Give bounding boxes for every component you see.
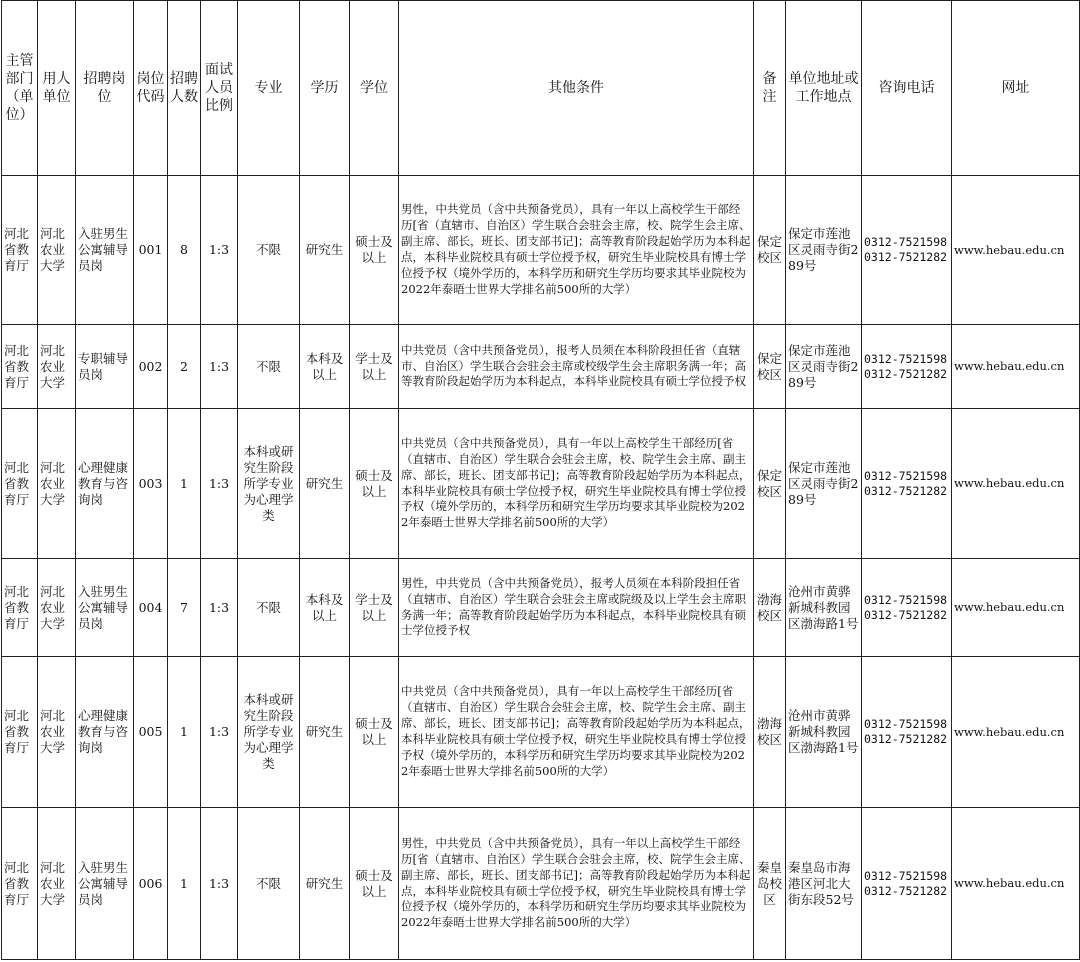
cell-post: 入驻男生公寓辅导员岗 bbox=[76, 559, 134, 657]
cell-address: 沧州市黄骅新城科教园区渤海路1号 bbox=[786, 559, 862, 657]
cell-address: 保定市莲池区灵雨寺街289号 bbox=[786, 409, 862, 559]
cell-ratio: 1:3 bbox=[201, 409, 238, 559]
cell-unit: 河北农业大学 bbox=[38, 409, 76, 559]
table-row bbox=[2, 808, 1080, 960]
cell-major: 不限 bbox=[238, 176, 300, 325]
header-ratio: 面试人员比例 bbox=[201, 1, 238, 176]
cell-count: 1 bbox=[168, 808, 201, 960]
cell-post: 心理健康教育与咨询岗 bbox=[76, 409, 134, 559]
phone-secondary: 0312-7521282 bbox=[864, 607, 948, 622]
cell-note: 渤海校区 bbox=[754, 657, 786, 808]
phone-primary: 0312-7521598 bbox=[864, 235, 948, 250]
cell-ratio: 1:3 bbox=[201, 808, 238, 960]
cell-post: 入驻男生公寓辅导员岗 bbox=[76, 176, 134, 325]
cell-post: 心理健康教育与咨询岗 bbox=[76, 657, 134, 808]
cell-unit: 河北农业大学 bbox=[38, 325, 76, 409]
cell-code: 006 bbox=[134, 808, 168, 960]
cell-count: 2 bbox=[168, 325, 201, 409]
cell-edu: 研究生 bbox=[300, 409, 350, 559]
cell-phone bbox=[862, 325, 952, 409]
cell-dept: 河北省教育厅 bbox=[2, 176, 38, 325]
phone-secondary: 0312-7521282 bbox=[864, 250, 948, 264]
phone-primary: 0312-7521598 bbox=[864, 351, 948, 366]
header-edu: 学历 bbox=[300, 1, 350, 176]
header-major: 专业 bbox=[238, 1, 300, 176]
cell-website[interactable]: www.hebau.edu.cn bbox=[952, 325, 1080, 409]
cell-edu: 本科及以上 bbox=[300, 325, 350, 409]
cell-degree: 硕士及以上 bbox=[350, 657, 399, 808]
cell-degree: 硕士及以上 bbox=[350, 176, 399, 325]
cell-note: 保定校区 bbox=[754, 325, 786, 409]
table-row bbox=[2, 176, 1080, 325]
table-row bbox=[2, 325, 1080, 409]
cell-conditions: 男性，中共党员（含中共预备党员），具有一年以上高校学生干部经历[省（直辖市、自治区）学生联合会驻会主席，校、院学生会主席、副主席、部长，班长、团支部书记]；高等教育阶段起始学历为本科起点，本科毕业院校具有硕士学位授予权，研究生毕业院校具有博士学位授予权（境外学历的，本科学历和研究生学历均要求其毕业院校为2022年泰晤士世界大学排名前500所的大学） bbox=[399, 808, 754, 960]
cell-dept: 河北省教育厅 bbox=[2, 559, 38, 657]
cell-unit: 河北农业大学 bbox=[38, 559, 76, 657]
cell-count: 8 bbox=[168, 176, 201, 325]
cell-dept: 河北省教育厅 bbox=[2, 808, 38, 960]
cell-code: 005 bbox=[134, 657, 168, 808]
cell-post: 专职辅导员岗 bbox=[76, 325, 134, 409]
cell-conditions: 中共党员（含中共预备党员），具有一年以上高校学生干部经历[省（直辖市、自治区）学生联合会驻会主席，校、院学生会主席、副主席、部长，班长、团支部书记]；高等教育阶段起始学历为本科起点，本科毕业院校具有硕士学位授予权，研究生毕业院校具有博士学位授予权（境外学历的，本科学历和研究生学历均要求其毕业院校为2022年泰晤士世界大学排名前500所的大学） bbox=[399, 657, 754, 808]
cell-conditions: 男性，中共党员（含中共预备党员），报考人员须在本科阶段担任省（直辖市、自治区）学生联合会驻会主席或院级及以上学生会主席职务满一年；高等教育阶段起始学历为本科起点，本科毕业院校具有硕士学位授予权 bbox=[399, 559, 754, 657]
cell-conditions: 中共党员（含中共预备党员），具有一年以上高校学生干部经历[省（直辖市、自治区）学生联合会驻会主席，校、院学生会主席、副主席、部长，班长、团支部书记]；高等教育阶段起始学历为本科起点，本科毕业院校具有硕士学位授予权，研究生毕业院校具有博士学位授予权（境外学历的，本科学历和研究生学历均要求其毕业院校为2022年泰晤士世界大学排名前500所的大学） bbox=[399, 409, 754, 559]
cell-phone bbox=[862, 657, 952, 808]
phone-primary: 0312-7521598 bbox=[864, 592, 948, 607]
phone-secondary: 0312-7521282 bbox=[864, 732, 948, 746]
cell-website[interactable]: www.hebau.edu.cn bbox=[952, 657, 1080, 808]
cell-ratio: 1:3 bbox=[201, 176, 238, 325]
header-unit: 用人单位 bbox=[38, 1, 76, 176]
cell-address: 保定市莲池区灵雨寺街289号 bbox=[786, 176, 862, 325]
cell-website[interactable]: www.hebau.edu.cn bbox=[952, 559, 1080, 657]
cell-phone bbox=[862, 559, 952, 657]
cell-edu: 本科及以上 bbox=[300, 559, 350, 657]
recruitment-table bbox=[1, 0, 1080, 960]
cell-ratio: 1:3 bbox=[201, 325, 238, 409]
phone-primary: 0312-7521598 bbox=[864, 468, 948, 483]
phone-primary: 0312-7521598 bbox=[864, 868, 948, 883]
cell-degree: 学士及以上 bbox=[350, 325, 399, 409]
cell-degree: 硕士及以上 bbox=[350, 808, 399, 960]
cell-conditions: 男性，中共党员（含中共预备党员），具有一年以上高校学生干部经历[省（直辖市、自治区）学生联合会驻会主席，校、院学生会主席、副主席、部长，班长、团支部书记]；高等教育阶段起始学历为本科起点，本科毕业院校具有硕士学位授予权，研究生毕业院校具有博士学位授予权（境外学历的，本科学历和研究生学历均要求其毕业院校为2022年泰晤士世界大学排名前500所的大学） bbox=[399, 176, 754, 325]
header-conditions: 其他条件 bbox=[399, 1, 754, 176]
cell-degree: 学士及以上 bbox=[350, 559, 399, 657]
header-dept: 主管部门（单位） bbox=[2, 1, 38, 176]
cell-dept: 河北省教育厅 bbox=[2, 657, 38, 808]
cell-note: 渤海校区 bbox=[754, 559, 786, 657]
cell-degree: 硕士及以上 bbox=[350, 409, 399, 559]
table-row bbox=[2, 657, 1080, 808]
header-post: 招聘岗位 bbox=[76, 1, 134, 176]
cell-phone bbox=[862, 409, 952, 559]
phone-secondary: 0312-7521282 bbox=[864, 883, 948, 898]
cell-edu: 研究生 bbox=[300, 657, 350, 808]
cell-dept: 河北省教育厅 bbox=[2, 325, 38, 409]
cell-ratio: 1:3 bbox=[201, 657, 238, 808]
cell-website[interactable]: www.hebau.edu.cn bbox=[952, 409, 1080, 559]
cell-address: 沧州市黄骅新城科教园区渤海路1号 bbox=[786, 657, 862, 808]
header-website: 网址 bbox=[952, 1, 1080, 176]
cell-code: 003 bbox=[134, 409, 168, 559]
header-address: 单位地址或工作地点 bbox=[786, 1, 862, 176]
cell-edu: 研究生 bbox=[300, 176, 350, 325]
cell-edu: 研究生 bbox=[300, 808, 350, 960]
cell-post: 入驻男生公寓辅导员岗 bbox=[76, 808, 134, 960]
cell-code: 004 bbox=[134, 559, 168, 657]
cell-major: 不限 bbox=[238, 808, 300, 960]
cell-unit: 河北农业大学 bbox=[38, 176, 76, 325]
cell-dept: 河北省教育厅 bbox=[2, 409, 38, 559]
cell-phone bbox=[862, 808, 952, 960]
cell-code: 001 bbox=[134, 176, 168, 325]
header-degree: 学位 bbox=[350, 1, 399, 176]
cell-major: 不限 bbox=[238, 325, 300, 409]
cell-unit: 河北农业大学 bbox=[38, 657, 76, 808]
cell-count: 1 bbox=[168, 657, 201, 808]
cell-major: 本科或研究生阶段所学专业为心理学类 bbox=[238, 657, 300, 808]
table-row bbox=[2, 559, 1080, 657]
cell-website[interactable]: www.hebau.edu.cn bbox=[952, 808, 1080, 960]
cell-note: 秦皇岛校区 bbox=[754, 808, 786, 960]
header-count: 招聘人数 bbox=[168, 1, 201, 176]
cell-address: 保定市莲池区灵雨寺街289号 bbox=[786, 325, 862, 409]
cell-count: 1 bbox=[168, 409, 201, 559]
phone-secondary: 0312-7521282 bbox=[864, 483, 948, 498]
cell-unit: 河北农业大学 bbox=[38, 808, 76, 960]
cell-code: 002 bbox=[134, 325, 168, 409]
header-code: 岗位代码 bbox=[134, 1, 168, 176]
table-row bbox=[2, 409, 1080, 559]
cell-count: 7 bbox=[168, 559, 201, 657]
cell-address: 秦皇岛市海港区河北大街东段52号 bbox=[786, 808, 862, 960]
cell-major: 不限 bbox=[238, 559, 300, 657]
phone-primary: 0312-7521598 bbox=[864, 717, 948, 732]
header-phone: 咨询电话 bbox=[862, 1, 952, 176]
table-header-row bbox=[2, 1, 1080, 176]
cell-ratio: 1:3 bbox=[201, 559, 238, 657]
header-note: 备注 bbox=[754, 1, 786, 176]
cell-phone bbox=[862, 176, 952, 325]
cell-note: 保定校区 bbox=[754, 409, 786, 559]
cell-conditions: 中共党员（含中共预备党员），报考人员须在本科阶段担任省（直辖市、自治区）学生联合会驻会主席或校级学生会主席职务满一年；高等教育阶段起始学历为本科起点，本科毕业院校具有硕士学位授予权 bbox=[399, 325, 754, 409]
phone-secondary: 0312-7521282 bbox=[864, 366, 948, 381]
cell-major: 本科或研究生阶段所学专业为心理学类 bbox=[238, 409, 300, 559]
cell-note: 保定校区 bbox=[754, 176, 786, 325]
cell-website[interactable]: www.hebau.edu.cn bbox=[952, 176, 1080, 325]
